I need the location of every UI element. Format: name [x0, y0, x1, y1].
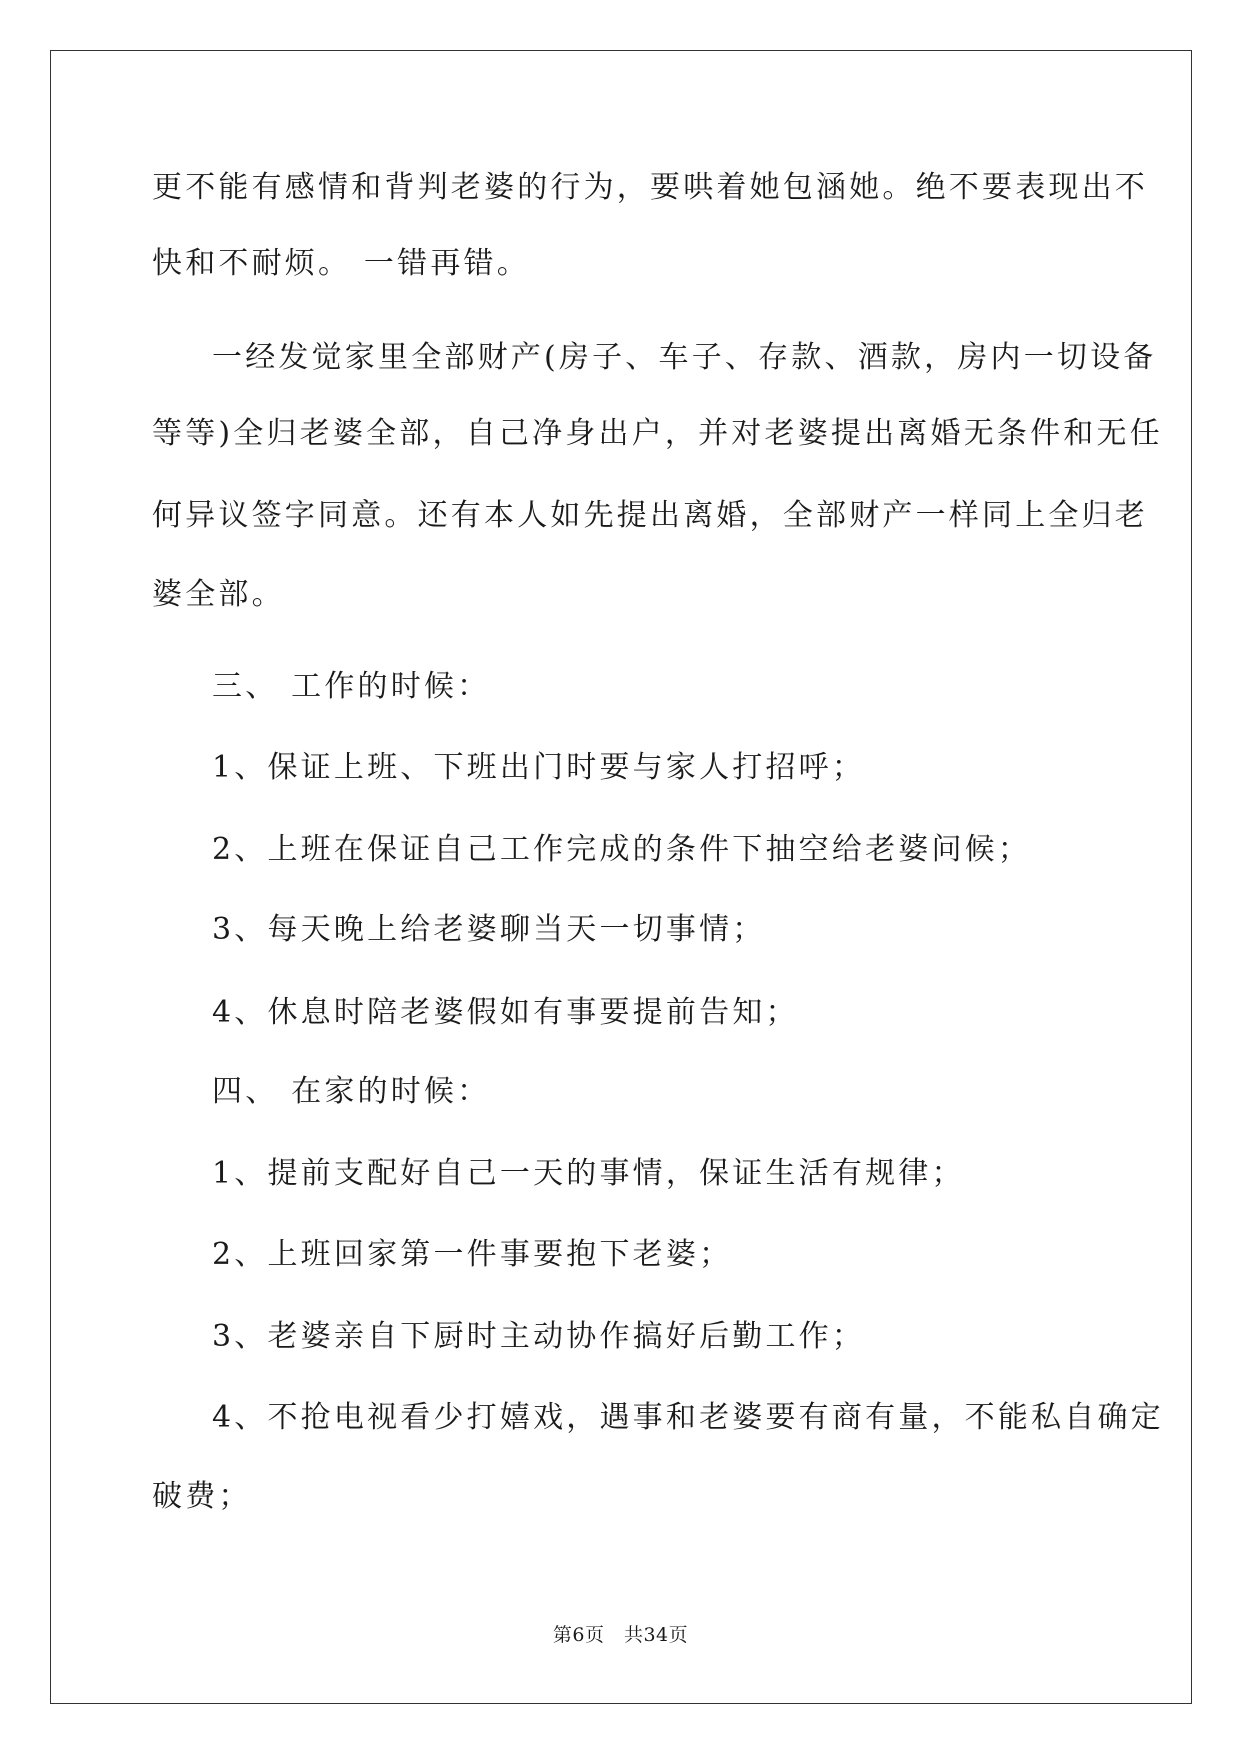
list-item: 4、不抢电视看少打嬉戏，遇事和老婆要有商有量，不能私自确定	[212, 1400, 1164, 1435]
text-line: 更不能有感情和背判老婆的行为，要哄着她包涵她。绝不要表现出不	[152, 170, 1148, 205]
list-item-continuation: 破费；	[152, 1479, 252, 1514]
list-item: 1、保证上班、下班出门时要与家人打招呼；	[212, 750, 866, 785]
list-item: 4、休息时陪老婆假如有事要提前告知；	[212, 995, 799, 1030]
text-line: 快和不耐烦。 一错再错。	[152, 246, 530, 281]
page-number: 第6页 共34页	[552, 1624, 689, 1646]
list-item: 2、上班在保证自己工作完成的条件下抽空给老婆问候；	[212, 832, 1032, 867]
page-border	[50, 50, 1192, 1704]
text-line: 一经发觉家里全部财产(房子、车子、存款、酒款，房内一切设备	[212, 340, 1157, 375]
list-item: 1、提前支配好自己一天的事情，保证生活有规律；	[212, 1156, 965, 1191]
section-heading: 三、 工作的时候：	[212, 669, 491, 704]
list-item: 2、上班回家第一件事要抱下老婆；	[212, 1237, 733, 1272]
list-item: 3、老婆亲自下厨时主动协作搞好后勤工作；	[212, 1319, 866, 1354]
list-item: 3、每天晚上给老婆聊当天一切事情；	[212, 912, 766, 947]
text-line: 婆全部。	[152, 577, 285, 612]
text-line: 等等)全归老婆全部，自己净身出户，并对老婆提出离婚无条件和无任	[152, 416, 1163, 451]
text-line: 何异议签字同意。还有本人如先提出离婚，全部财产一样同上全归老	[152, 498, 1148, 533]
section-heading: 四、 在家的时候：	[212, 1074, 491, 1109]
